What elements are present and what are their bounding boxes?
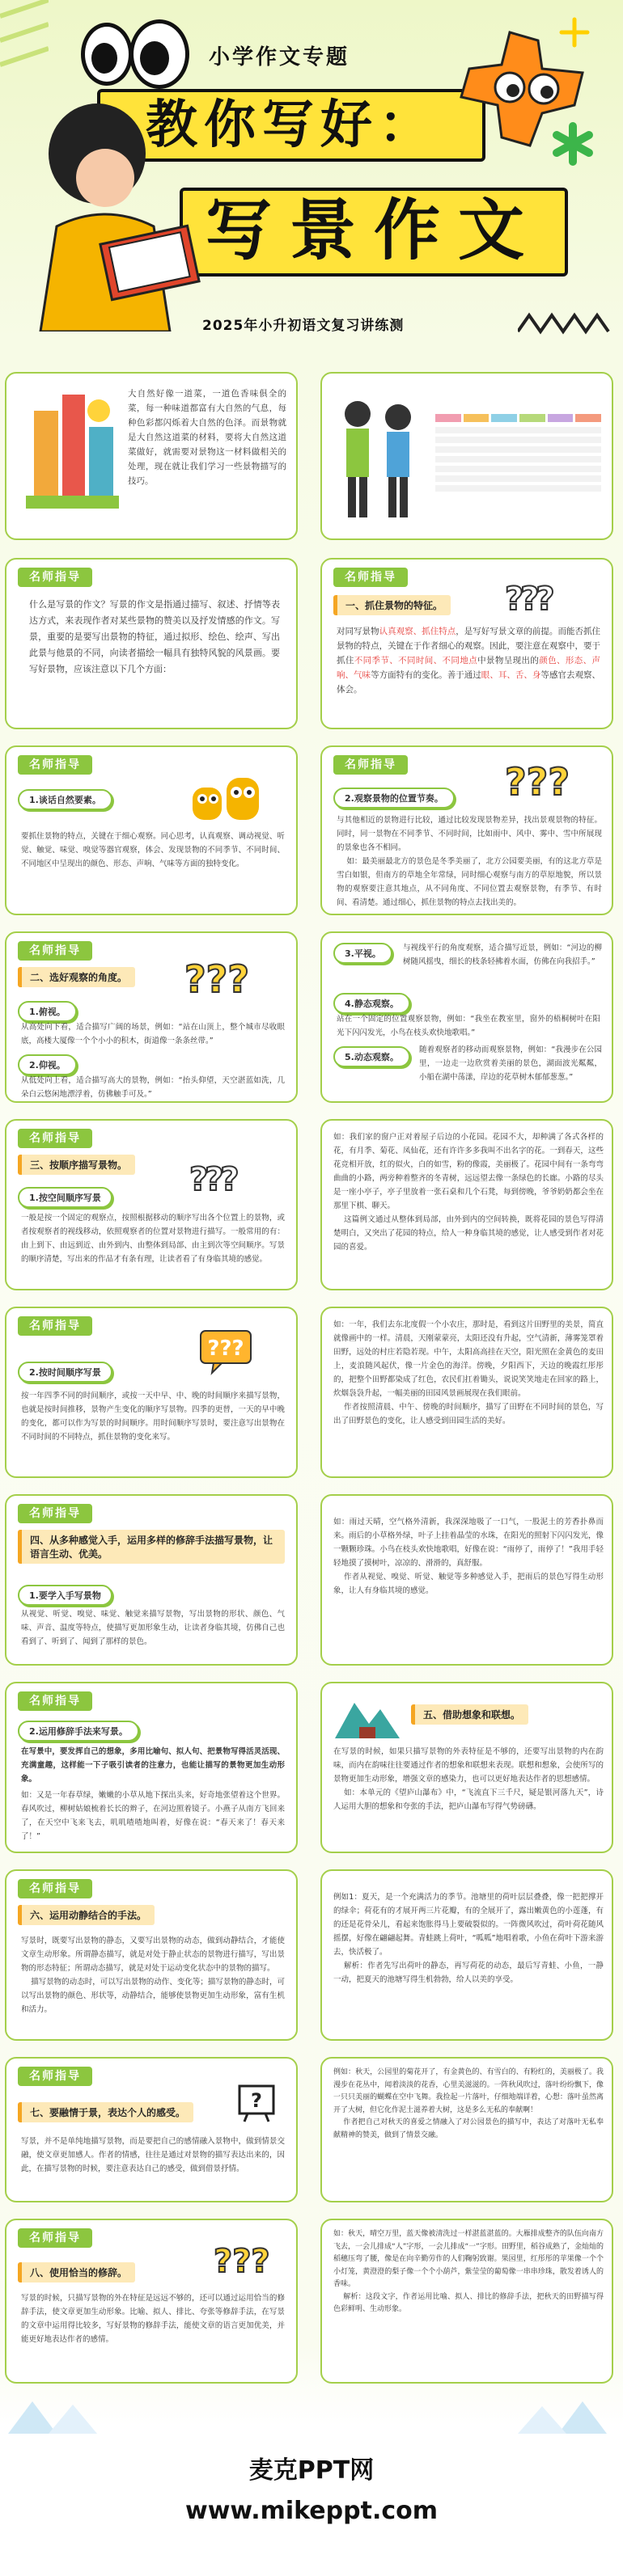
- green-asterisk-icon: [550, 121, 595, 167]
- yellow-spark-icon: [558, 16, 591, 49]
- question-bubble-icon: [197, 1328, 254, 1376]
- cartoon-eye-right: [129, 19, 189, 89]
- section-heading-3: 三、按顺序描写景物。: [18, 1155, 135, 1175]
- cartoon-eye-left: [81, 23, 133, 86]
- uplook-text: 从低处向上看，适合描写高大的景物，例如：“抬头仰望，天空湛蓝如洗，几朵白云悠闲地漂浮着，仿佛触手可及。”: [21, 1076, 285, 1099]
- subheading-pill: 1.按空间顺序写景: [18, 1187, 112, 1208]
- definition-card: [5, 558, 298, 729]
- space-example-text: 如：我们家的窗户正对着屋子后边的小花园。花园不大，却种满了各式各样的花，有月季、菊花、凤仙花，还有许许多多我叫不出名字的花。一到春天，这些花竞相开放，红的似火，白的如雪，粉的像霞，美丽极了。花园中间有一条弯弯曲曲的小路，两旁种着整齐的冬青树，远远望去像一条绿色的长廊。小路的尽头是一座小亭子，亭子里放着一张石桌和几个石凳，每到傍晚，爷爷奶奶都会坐在那里下棋、聊天。 这篇例文通过从整体到局部，由外到内的空间转换，既将花园的景色写得清楚明白，又突出了花园的特点，给人一种身临其境的感觉，让人感受到作者对花园的喜爱。: [333, 1133, 604, 1252]
- question-marks-icon: ???: [214, 2243, 270, 2280]
- badge-teacher-guide: 名师指导: [18, 1879, 92, 1898]
- mountain-temple-icon: [335, 1691, 400, 1740]
- intro-text: 大自然好像一道菜，一道色香味俱全的菜，每一种味道都富有大自然的气息，每种色彩都闪烁着大自然的色泽。而景物就是大自然这道菜的材料，要将大自然这道菜做好，就需要对景物这一材料做相关的处理，现在就让我们学习一些景物描写的技巧。: [128, 389, 286, 486]
- subheading-pill-overlook: 1.俯视。: [18, 1001, 77, 1022]
- elements-card: [5, 745, 298, 915]
- imagination-card: [320, 1682, 613, 1853]
- badge-teacher-guide: 名师指导: [333, 755, 408, 775]
- subheading-pill-static: 4.静态观察。: [333, 993, 410, 1014]
- city-books-illustration: [18, 386, 123, 516]
- subheading-pill: 1.谈话自然要素。: [18, 789, 112, 810]
- figures-card: [5, 2219, 298, 2384]
- badge-teacher-guide: 名师指导: [18, 1691, 92, 1711]
- overlook-text: 从高处向下看，适合描写广阔的场景，例如：“站在山顶上，整个城市尽收眼底，高楼大厦像一个个小小的积木，街道像一条条丝带。”: [21, 1023, 285, 1045]
- subtitle: 2025年小升初语文复习讲练测: [202, 318, 405, 334]
- section-heading-4: 四、从多种感觉入手，运用多样的修辞手法描写景物，让语言生动、优美。: [18, 1530, 285, 1564]
- angle-card: [5, 931, 298, 1103]
- angle-card-2: [320, 931, 613, 1103]
- rhetoric-example: 如：又是一年春草绿，嫩嫩的小草从地下探出头来，好奇地张望着这个世界。春风吹过，柳树姑娘梳着长长的辫子，在河边照着镜子。小燕子从南方飞回来了，在天空中飞来飞去，叽叽喳喳地叫着，好像在说：“春天来了！春天来了！”: [21, 1791, 285, 1841]
- definition-text: 什么是写景的作文？写景的作文是指通过描写、叙述、抒情等表达方式，来表现作者对某些景物的赞美以及抒发情感的作文。写景，重要的是要写出景物的特征，通过拟形、绘色、绘声、写出此景与他景的不同，向读者描绘一幅具有独特风貌的风景画。要写好景物，应该注意以下几个方面：: [29, 599, 280, 674]
- time-example-card: [320, 1307, 613, 1478]
- feature-text: 对同写景物认真观察、抓住特点，是写好写景文章的前提。而能否抓住景物的特点，关键在于作者细心的观察。因此，要注意在观察中，要于抓住不同季节、不同时间、不同地点中景物呈现出的颜色、形态、声响、气味等方面特有的变化。善于通过眼、耳、舌、身等感官去观察、体会。: [337, 627, 601, 695]
- series-label: 小学作文专题: [209, 45, 350, 70]
- students-at-board-illustration: [330, 390, 427, 527]
- section-heading-8: 八、使用恰当的修辞。: [18, 2262, 135, 2283]
- subheading-pill-dynamic: 5.动态观察。: [333, 1046, 410, 1067]
- subheading-pill: 2.观察景物的位置节奏。: [333, 788, 455, 809]
- senses-example-text: 如：雨过天晴，空气格外清新，我深深地吸了一口气，一股泥土的芳香扑鼻而来。雨后的小草格外绿，叶子上挂着晶莹的水珠，在阳光的照射下闪闪发光，像一颗颗珍珠。小鸟在枝头欢快地歌唱，好像在说：“雨停了，雨停了！”我用手轻轻地摸了摸树叶，凉凉的、滑滑的，真舒服。 作者从视觉、嗅觉、听觉、触觉等多种感觉入手，把雨后的景色写得生动形象，让人有身临其境的感觉。: [333, 1518, 604, 1595]
- svg-text:???: ???: [207, 1337, 244, 1361]
- level-text: 与视线平行的角度观察，适合描写近景，例如：“河边的柳树随风摇曳，细长的枝条轻拂着水面，仿佛在向我招手。”: [403, 944, 602, 966]
- time-example-text: 如：一年，我们去东北度假一个小农庄，那时是，看到这片田野里的美景，简直就像画中的一样。清晨，天刚蒙蒙亮，太阳还没有升起，空气清新，薄雾笼罩着田野，远处的村庄若隐若现。中午，太阳高高挂在天空，阳光照在金黄色的麦田上，麦浪随风起伏，像一片金色的海洋。傍晚，夕阳西下，天边的晚霞红彤彤的，把整个田野都染成了红色，农民们扛着锄头，说说笑笑地走在回家的路上，炊烟袅袅升起，一幅美丽的田园风景画展现在我们眼前。 作者按照清晨、中午、傍晚的时间顺序，描写了田野在不同时间的景色，写出了田野景色的变化，让人感受到田园生活的美好。: [333, 1320, 604, 1425]
- order-text: 一般是按一个固定的观察点，按照根据移动的顺序写出各个位置上的景物，或者按观察者的视线移动，依照观察者的位置对景物进行描写。一般常用的有：由上到下、由远到近、由外到内、由整体到局部、由主到次等空间顺序。写景的顺序清楚，写出来的作品才有条有理，让读者看了有身临其境的感觉。: [21, 1214, 285, 1264]
- dynamic-static-text: 写景时，既要写出景物的静态，又要写出景物的动态，做到动静结合，才能使文章生动形象。所谓静态描写，就是对处于静止状态的景物进行描写，写出景物的形态特征；所谓动态描写，就是对处于运动变化状态中的景物的描写。 描写景物的动态时，可以写出景物的动作、变化等；描写景物的静态时，可以写出景物的颜色、形状等，动静结合，能够使景物更加生动形象，富有生机和活力。: [21, 1936, 285, 2014]
- contrast-text: 与其他相近的景物进行比较，通过比较发现景物差异，找出景观景物的特征。同时，同一景物在不同季节、不同时间，比如雨中、风中、雾中、雪中所展现的景象也各不相同。 如：最美丽最北方的景色是冬季美丽了，北方公园要美丽，有的这北方草是雪白如银，但南方的草地全年常绿，同时细心观察与南方的草原地貌，所以景物的观察要注意其地点，从不同角度、不同位置去观察景物，有季节、有时间、看清楚。通过细心，抓住景物的特点去找出美的。: [337, 816, 602, 907]
- time-order-text: 按一年四季不同的时间顺序，或按一天中早、中、晚的时间顺序来描写景物，也就是按时间推移，景物产生变化的顺序写景物。四季的更替，一天的早中晚的变化，都可以作为写景的时间顺序。用时间顺序写景时，要注意写出景物在不同时间的不同特点，抓住景物的变化来写。: [21, 1391, 285, 1442]
- emotion-card: [5, 2057, 298, 2202]
- hero-banner: [0, 0, 623, 356]
- feature-card: [320, 558, 613, 729]
- order-card: [5, 1119, 298, 1290]
- question-marks-icon: ???: [184, 957, 250, 1001]
- owl-mascots-icon: [184, 771, 265, 828]
- question-dots-icon: ???: [505, 581, 552, 618]
- stripe-decoration-left: [0, 0, 49, 178]
- footer-brand: 麦克PPT网: [248, 2456, 375, 2485]
- badge-teacher-guide: 名师指导: [18, 941, 92, 961]
- footer-url[interactable]: www.mikeppt.com: [185, 2497, 438, 2525]
- section-heading-1: 一、抓住景物的特征。: [333, 595, 451, 615]
- section-heading-2: 二、选好观察的角度。: [18, 967, 135, 987]
- intro-card: [5, 372, 298, 540]
- badge-teacher-guide: 名师指导: [18, 2228, 92, 2248]
- footer-triangles-decoration: [0, 2393, 623, 2442]
- badge-teacher-guide: 名师指导: [18, 1316, 92, 1336]
- illustration-card: [320, 372, 613, 540]
- rhetoric-text: 在写景中，要发挥自己的想象，多用比喻句、拟人句、把景物写得活灵活现、充满童趣，这样能一下子吸引读者的注意力，也能让描写的景物更加生动形象。: [21, 1747, 285, 1784]
- senses-example-card: [320, 1494, 613, 1666]
- question-marks-icon: ???: [505, 760, 570, 804]
- badge-teacher-guide: 名师指导: [18, 2067, 92, 2086]
- question-dots-icon: ???: [189, 1161, 236, 1198]
- svg-text:?: ?: [251, 2089, 262, 2112]
- dynamic-static-example-card: [320, 1869, 613, 2041]
- figures-example-card: [320, 2219, 613, 2384]
- badge-teacher-guide: 名师指导: [18, 568, 92, 587]
- page-title-line1: 教你写好：: [97, 89, 485, 162]
- subheading-pill: 1.要学入手写景物: [18, 1585, 112, 1606]
- dynamic-static-card: [5, 1869, 298, 2041]
- badge-teacher-guide: 名师指导: [18, 1129, 92, 1148]
- figures-text: 写景的时候，只描写景物的外在特征是远远不够的，还可以通过运用恰当的修辞手法，使文章更加生动形象。比喻、拟人、排比、夸张等修辞手法，在写景的文章中运用得比较多，写好景物的修辞手法，能使文章的语言更加优美，并能更好地表达作者的感情。: [21, 2294, 285, 2344]
- subheading-pill-level: 3.平视。: [333, 943, 392, 964]
- page-title-line2: 写景作文: [180, 188, 568, 277]
- footer-watermark: [0, 2450, 623, 2525]
- subheading-pill: 2.运用修辞手法来写景。: [18, 1721, 139, 1742]
- emotion-example-card: [320, 2057, 613, 2202]
- section-heading-6: 六、运用动静结合的手法。: [18, 1905, 155, 1925]
- senses-text: 从视觉、听觉、嗅觉、味觉、触觉来描写景物，写出景物的形状、颜色、气味、声音、温度等特点，使描写更加形象生动，让读者身临其境，仿佛自己也看到了、听到了、闻到了那样的景色。: [21, 1610, 285, 1646]
- dynamic-text: 随着观察者的移动而观察景物，例如：“我漫步在公园里，一边走一边欣赏着美丽的景色，湖面波光粼粼，小船在湖中荡漾，岸边的花草树木郁郁葱葱。”: [419, 1045, 602, 1082]
- subheading-pill: 2.按时间顺序写景: [18, 1362, 112, 1383]
- section-heading-5: 五、借助想象和联想。: [411, 1704, 528, 1725]
- section-heading-7: 七、要融情于景，表达个人的感受。: [18, 2102, 193, 2122]
- imagination-text: 在写景的时候，如果只描写景物的外表特征是不够的，还要写出景物的内在韵味，而内在韵味往往要通过作者的想象和联想来表现。联想和想象，会使所写的景物更加生动形象，增强文章的感染力，也可以更好地表达作者的思想感情。 如：本单元的《望庐山瀑布》中，“飞流直下三千尺，疑是银河落九天”，诗人运用大胆的想象和夸张的手法，把庐山瀑布写得气势磅礴。: [333, 1747, 604, 1811]
- static-text: 站在一个固定的位置观察景物，例如：“我坐在教室里，窗外的梧桐树叶在阳光下闪闪发光，小鸟在枝头欢快地歌唱。”: [337, 1015, 600, 1037]
- contrast-card: [320, 745, 613, 915]
- senses-card: [5, 1494, 298, 1666]
- badge-teacher-guide: 名师指导: [18, 1504, 92, 1523]
- dynamic-static-example: 例如1：夏天，是一个充满活力的季节。池塘里的荷叶层层叠叠，像一把把撑开的绿伞；荷花有的才展开两三片花瓣，有的全展开了，露出嫩黄色的小莲蓬，有的还是花骨朵儿，看起来饱胀得马上要破裂似的。一阵微风吹过，荷叶荷花随风摇摆，好像在翩翩起舞。青蛙跳上荷叶，“呱呱”地唱着歌，小鱼在荷叶下游来游去，快活极了。 解析：作者先写出荷叶的静态，再写荷花的动态，最后写青蛙、小鱼，一静一动，把夏天的池塘写得生机勃勃，给人以美的享受。: [333, 1893, 604, 1984]
- zigzag-decoration-icon: [518, 307, 615, 340]
- space-example-card: [320, 1119, 613, 1290]
- badge-teacher-guide: 名师指导: [333, 568, 408, 587]
- emotion-example: 例如：秋天，公园里的菊花开了，有金黄色的、有雪白的、有粉红的，美丽极了。我漫步在花丛中，闻着淡淡的花香，心里美滋滋的。一阵秋风吹过，落叶纷纷飘下，像一只只美丽的蝴蝶在空中飞舞。我捡起一片落叶，仔细地端详着，心想：落叶虽然离开了大树，但它化作泥土滋养着大树，这是多么无私的奉献啊！ 作者把自己对秋天的喜爱之情融入了对公园景色的描写中，表达了对落叶无私奉献精神的赞美，做到了情景交融。: [333, 2068, 604, 2139]
- badge-teacher-guide: 名师指导: [18, 755, 92, 775]
- question-board-icon: [236, 2083, 277, 2123]
- emotion-text: 写景，并不是单纯地描写景物，而是要把自己的感情融入景物中，做到情景交融，使文章更加感人。作者的情感，往往是通过对景物的描写表达出来的，因此，在描写景物的时候，要注意表达自己的感受，做到借景抒情。: [21, 2137, 285, 2173]
- pinyin-chart: [435, 414, 601, 495]
- subheading-pill-uplook: 2.仰视。: [18, 1054, 77, 1075]
- elements-text: 要抓住景物的特点，关键在于细心观察。同心思考，认真观察、调动视觉、听觉、触觉、味觉、嗅觉等器官观察，体会、发现景物的不同季节、不同时间、不同地区中呈现出的颜色、形态、声响、气味等方面的独特变化。: [21, 832, 285, 868]
- rhetoric-card: [5, 1682, 298, 1853]
- figures-example: 如：秋天，晴空万里，蓝天像被清洗过一样湛蓝湛蓝的。大雁排成整齐的队伍向南方飞去，一会儿排成“人”字形，一会儿排成“一”字形。田野里，稻谷成熟了，金灿灿的稻穗压弯了腰，像是在向辛勤劳作的人们鞠躬致谢。果园里，红彤彤的苹果像一个个小灯笼，黄澄澄的梨子像一个个小葫芦，紫莹莹的葡萄像一串串珍珠，散发着诱人的香味。 解析：这段文字，作者运用比喻、拟人、排比的修辞手法，把秋天的田野描写得色彩鲜明、生动形象。: [333, 2230, 604, 2313]
- time-order-card: [5, 1307, 298, 1478]
